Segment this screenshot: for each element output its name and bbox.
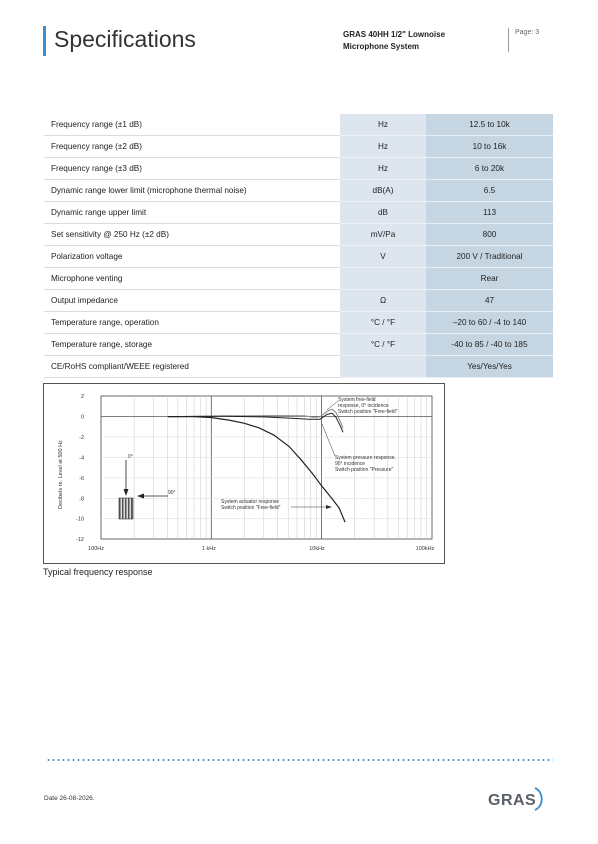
table-row bbox=[44, 136, 553, 158]
table-row bbox=[44, 312, 553, 334]
y-tick-label: -6 bbox=[79, 475, 84, 482]
x-axis-ticks bbox=[88, 546, 435, 552]
y-axis-label: Decibels re. Level at 500 Hz bbox=[58, 440, 64, 509]
table-row bbox=[44, 158, 553, 180]
y-tick-label: -12 bbox=[76, 537, 84, 543]
spec-parameter: Microphone venting bbox=[44, 268, 340, 290]
spec-unit: Hz bbox=[340, 158, 426, 180]
y-tick-label: -8 bbox=[79, 496, 84, 503]
spec-parameter: Polarization voltage bbox=[44, 246, 340, 268]
spec-unit: dB bbox=[340, 202, 426, 224]
spec-value: Rear bbox=[426, 268, 553, 290]
spec-parameter: Output impedance bbox=[44, 290, 340, 312]
spec-value: 113 bbox=[426, 202, 553, 224]
spec-value: 47 bbox=[426, 290, 553, 312]
microphone-graphic bbox=[119, 498, 133, 519]
header-divider bbox=[508, 28, 509, 52]
document-date: Date 26-08-2026. bbox=[44, 795, 95, 802]
frequency-response-plot bbox=[44, 384, 444, 563]
table-row bbox=[44, 224, 553, 246]
spec-unit: V bbox=[340, 246, 426, 268]
product-name-line2: Microphone System bbox=[343, 42, 420, 51]
annotation-line: Switch position "Free-field" bbox=[338, 409, 398, 415]
frequency-response-figure bbox=[43, 383, 445, 564]
table-row bbox=[44, 268, 553, 290]
table-row bbox=[44, 202, 553, 224]
spec-parameter: Frequency range (±2 dB) bbox=[44, 136, 340, 158]
x-tick-label: 10kHz bbox=[309, 546, 325, 552]
spec-value: 6 to 20k bbox=[426, 158, 553, 180]
y-tick-label: 0 bbox=[80, 414, 84, 421]
y-tick-label: -10 bbox=[76, 516, 84, 523]
spec-unit: Hz bbox=[340, 114, 426, 136]
x-tick-label: 1 kHz bbox=[201, 546, 217, 552]
annotation-line: response, 0° incidence bbox=[338, 403, 389, 409]
spec-parameter: Frequency range (±3 dB) bbox=[44, 158, 340, 180]
spec-parameter: Dynamic range upper limit bbox=[44, 202, 340, 224]
spec-unit: mV/Pa bbox=[340, 224, 426, 246]
x-tick-label: 100Hz bbox=[88, 546, 104, 552]
table-row bbox=[44, 290, 553, 312]
gras-logo bbox=[486, 784, 546, 819]
spec-parameter: Temperature range, operation bbox=[44, 312, 340, 334]
y-tick-label: -4 bbox=[79, 455, 84, 462]
spec-parameter: CE/RoHS compliant/WEEE registered bbox=[44, 356, 340, 378]
annotation-line: Switch position "Pressure" bbox=[335, 467, 394, 473]
table-row bbox=[44, 246, 553, 268]
spec-unit: °C / °F bbox=[340, 312, 426, 334]
annotation-line: System actuator response bbox=[221, 499, 280, 505]
spec-unit: Hz bbox=[340, 136, 426, 158]
y-axis-ticks bbox=[76, 394, 84, 543]
y-tick-label: 2 bbox=[80, 394, 84, 400]
label-0deg: 0° bbox=[128, 454, 133, 460]
table-row bbox=[44, 356, 553, 378]
figure-caption: Typical frequency response bbox=[43, 567, 153, 577]
spec-unit: °C / °F bbox=[340, 334, 426, 356]
table-row bbox=[44, 180, 553, 202]
x-tick-label: 100kHz bbox=[415, 546, 435, 552]
table-row bbox=[44, 334, 553, 356]
page-title: Specifications bbox=[54, 26, 196, 52]
spec-parameter: Temperature range, storage bbox=[44, 334, 340, 356]
svg-text:GRAS: GRAS bbox=[488, 792, 537, 809]
title-accent-bar bbox=[43, 26, 46, 56]
spec-value: 200 V / Traditional bbox=[426, 246, 553, 268]
spec-unit: Ω bbox=[340, 290, 426, 312]
spec-value: -40 to 85 / -40 to 185 bbox=[426, 334, 553, 356]
product-name bbox=[343, 29, 503, 53]
spec-value: 10 to 16k bbox=[426, 136, 553, 158]
spec-parameter: Set sensitivity @ 250 Hz (±2 dB) bbox=[44, 224, 340, 246]
spec-unit: dB(A) bbox=[340, 180, 426, 202]
spec-parameter: Dynamic range lower limit (microphone thermal noise) bbox=[44, 180, 340, 202]
spec-value: –20 to 60 / -4 to 140 bbox=[426, 312, 553, 334]
spec-unit bbox=[340, 268, 426, 290]
spec-parameter: Frequency range (±1 dB) bbox=[44, 114, 340, 136]
spec-value: Yes/Yes/Yes bbox=[426, 356, 553, 378]
spec-value: 800 bbox=[426, 224, 553, 246]
gras-logo-graphic bbox=[486, 784, 546, 814]
label-90deg: 90° bbox=[168, 490, 176, 496]
y-tick-label: -2 bbox=[79, 434, 84, 441]
annotation-line: System free-field bbox=[338, 397, 376, 403]
table-row bbox=[44, 114, 553, 136]
annotation-line: 90° incidence bbox=[335, 461, 366, 467]
annotation-line: System pressure response, bbox=[335, 455, 396, 461]
product-name-line1: GRAS 40HH 1/2" Lownoise bbox=[343, 30, 446, 39]
footer-dotted-divider bbox=[46, 759, 553, 761]
spec-unit bbox=[340, 356, 426, 378]
specifications-table bbox=[44, 114, 553, 378]
annotation-line: Switch position "Free-field" bbox=[221, 505, 281, 511]
page-number: Page: 3 bbox=[515, 29, 540, 36]
annotation-actuator bbox=[221, 499, 281, 511]
spec-value: 6.5 bbox=[426, 180, 553, 202]
spec-value: 12.5 to 10k bbox=[426, 114, 553, 136]
